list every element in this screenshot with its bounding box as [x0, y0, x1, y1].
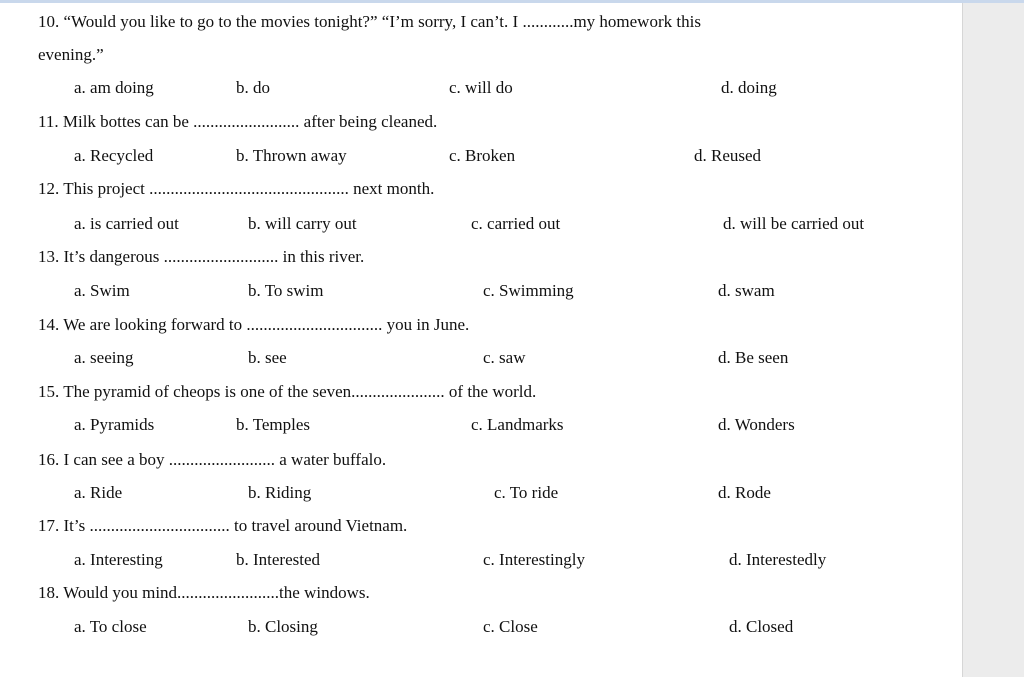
question-18-option-b: b. Closing	[248, 617, 318, 636]
question-15-option-d: d. Wonders	[718, 415, 795, 434]
question-11-option-b: b. Thrown away	[236, 146, 347, 165]
question-15-option-a: a. Pyramids	[74, 415, 155, 434]
document-right-margin	[962, 3, 1024, 677]
question-16-option-c: c. To ride	[494, 483, 559, 502]
question-13-option-b: b. To swim	[248, 281, 324, 300]
question-11-stem: 11. Milk bottes can be ......................... after being cleaned.	[38, 112, 438, 131]
question-12-option-d: d. will be carried out	[723, 214, 865, 233]
question-12-stem: 12. This project ............................................... next month.	[38, 179, 435, 198]
question-14-option-d: d. Be seen	[718, 348, 789, 367]
question-14-option-c: c. saw	[483, 348, 526, 367]
question-11-option-c: c. Broken	[449, 146, 516, 165]
question-15-option-c: c. Landmarks	[471, 415, 564, 434]
question-13-option-a: a. Swim	[74, 281, 130, 300]
question-15-stem: 15. The pyramid of cheops is one of the seven...................... of the world.	[38, 382, 537, 401]
question-17-stem: 17. It’s ................................. to travel around Vietnam.	[38, 516, 408, 535]
question-16-option-d: d. Rode	[718, 483, 771, 502]
question-17-option-c: c. Interestingly	[483, 550, 585, 569]
question-10-option-a: a. am doing	[74, 78, 154, 97]
question-14-option-a: a. seeing	[74, 348, 134, 367]
question-10-stem-line-1: 10. “Would you like to go to the movies tonight?” “I’m sorry, I can’t. I ............my homework this	[38, 12, 701, 31]
question-14-option-b: b. see	[248, 348, 287, 367]
question-12-option-c: c. carried out	[471, 214, 561, 233]
question-12-option-b: b. will carry out	[248, 214, 357, 233]
question-14-stem: 14. We are looking forward to ................................ you in June.	[38, 315, 470, 334]
question-13-stem: 13. It’s dangerous ........................... in this river.	[38, 247, 365, 266]
question-13-option-c: c. Swimming	[483, 281, 574, 300]
question-17-option-a: a. Interesting	[74, 550, 163, 569]
question-12-option-a: a. is carried out	[74, 214, 179, 233]
question-16-option-b: b. Riding	[248, 483, 312, 502]
question-16-option-a: a. Ride	[74, 483, 123, 502]
question-15-option-b: b. Temples	[236, 415, 311, 434]
question-18-option-a: a. To close	[74, 617, 147, 636]
question-18-stem: 18. Would you mind........................the windows.	[38, 583, 370, 602]
question-10-stem-line-2: evening.”	[38, 45, 104, 64]
question-11-option-d: d. Reused	[694, 146, 762, 165]
question-16-stem: 16. I can see a boy ......................... a water buffalo.	[38, 450, 387, 469]
question-17-option-b: b. Interested	[236, 550, 321, 569]
question-18-option-d: d. Closed	[729, 617, 794, 636]
question-13-option-d: d. swam	[718, 281, 775, 300]
question-18-option-c: c. Close	[483, 617, 538, 636]
question-11-option-a: a. Recycled	[74, 146, 154, 165]
question-10-option-b: b. do	[236, 78, 270, 97]
question-10-option-c: c. will do	[449, 78, 513, 97]
question-17-option-d: d. Interestedly	[729, 550, 827, 569]
document-page	[0, 3, 962, 677]
question-10-option-d: d. doing	[721, 78, 777, 97]
